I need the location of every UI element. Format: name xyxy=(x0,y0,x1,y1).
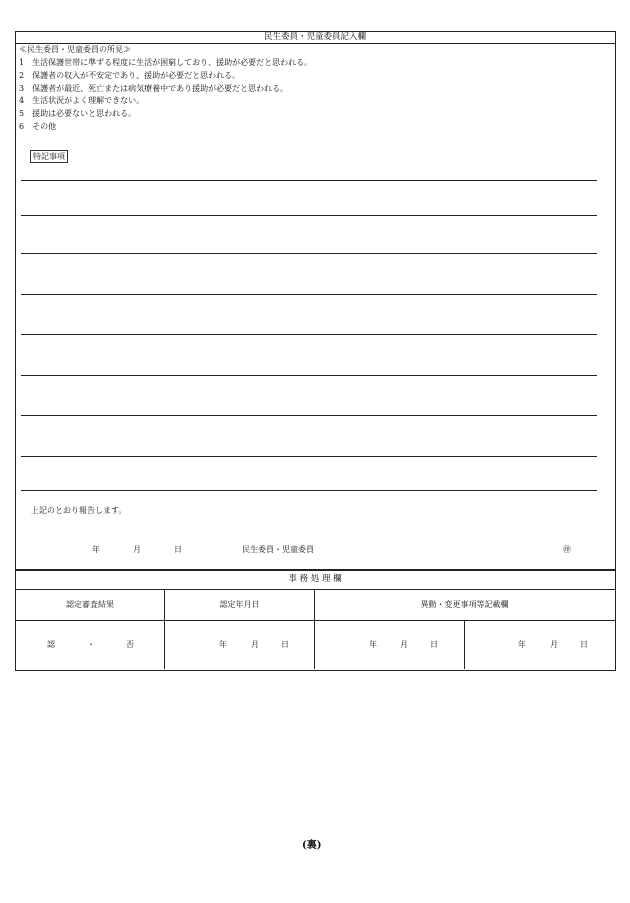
col-header-review-result: 認定審査結果 xyxy=(66,600,114,609)
writing-line[interactable] xyxy=(21,215,597,216)
writing-line[interactable] xyxy=(21,180,597,181)
office-title: 事 務 処 理 欄 xyxy=(288,574,342,584)
change-date2-day: 日 xyxy=(580,640,588,649)
report-year-label: 年 xyxy=(92,545,100,554)
writing-line[interactable] xyxy=(21,253,597,254)
deny-option[interactable]: 否 xyxy=(126,640,134,649)
col-divider xyxy=(314,590,315,669)
writing-line[interactable] xyxy=(21,334,597,335)
opinion-item: 1 生活保護世帯に準ずる程度に生活が困窮しており、援助が必要だと思われる。 xyxy=(19,58,313,67)
opinion-item: 5 援助は必要ないと思われる。 xyxy=(19,109,137,118)
report-day-label: 日 xyxy=(174,545,182,554)
change-date2-year: 年 xyxy=(518,640,526,649)
opinion-item: 3 保護者が最近、死亡または病気療養中であり援助が必要だと思われる。 xyxy=(19,84,289,93)
header-row-divider xyxy=(15,620,615,621)
change-date-day: 日 xyxy=(430,640,438,649)
col-header-approval-date: 認定年月日 xyxy=(219,600,260,609)
special-notes-label: 特記事項 xyxy=(30,150,68,163)
report-month-label: 月 xyxy=(133,545,141,554)
seal-mark: ㊞ xyxy=(563,545,571,554)
report-statement: 上記のとおり報告します。 xyxy=(31,506,127,515)
option-separator: ・ xyxy=(87,640,95,649)
change-date2-month: 月 xyxy=(550,640,558,649)
col-header-change-notes: 異動・変更事項等記載欄 xyxy=(420,600,509,609)
signer-label: 民生委員・児童委員 xyxy=(242,545,314,554)
opinion-item: 6 その他 xyxy=(19,122,57,131)
header-divider xyxy=(15,43,615,44)
writing-line[interactable] xyxy=(21,415,597,416)
writing-line[interactable] xyxy=(21,294,597,295)
col-divider xyxy=(164,590,165,669)
approval-date-month: 月 xyxy=(251,640,259,649)
writing-line[interactable] xyxy=(21,456,597,457)
opinion-heading: ≪民生委員・児童委員の所見≫ xyxy=(19,45,131,54)
approval-date-year: 年 xyxy=(219,640,227,649)
opinion-item: 2 保護者の収入が不安定であり、援助が必要だと思われる。 xyxy=(19,71,241,80)
page-side-label: (裏) xyxy=(302,840,322,851)
change-date-year: 年 xyxy=(369,640,377,649)
change-date-month: 月 xyxy=(400,640,408,649)
writing-line[interactable] xyxy=(21,490,597,491)
opinion-item: 4 生活状況がよく理解できない。 xyxy=(19,96,145,105)
col-divider xyxy=(464,621,465,669)
approval-date-day: 日 xyxy=(281,640,289,649)
office-title-divider xyxy=(15,589,615,590)
approve-option[interactable]: 認 xyxy=(47,640,55,649)
writing-line[interactable] xyxy=(21,375,597,376)
section-title: 民生委員・児童委員記入欄 xyxy=(263,32,366,42)
